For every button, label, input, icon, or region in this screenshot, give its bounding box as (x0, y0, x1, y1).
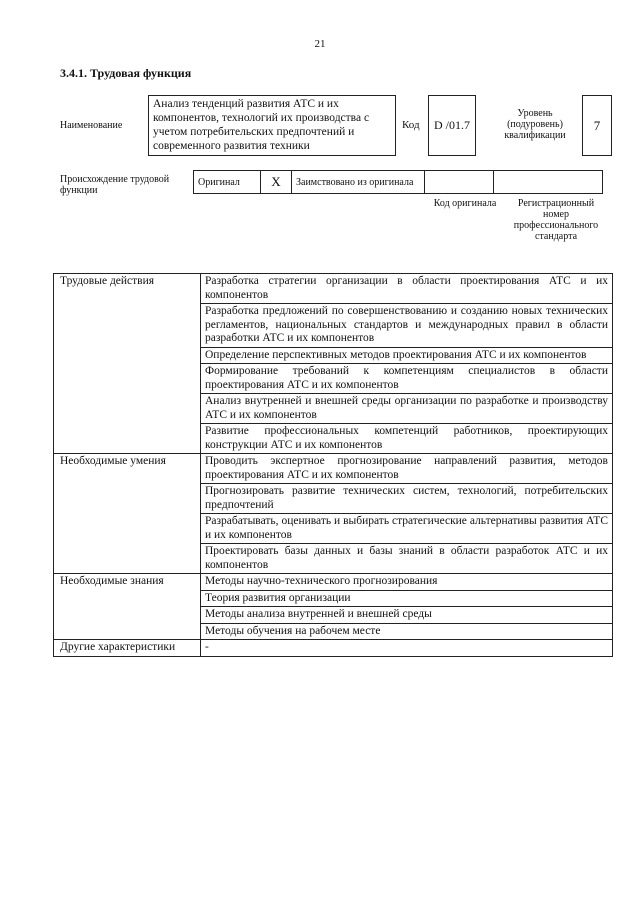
category-cell: Необходимые умения (54, 454, 201, 574)
name-label: Наименование (60, 120, 123, 131)
original-label: Оригинал (194, 171, 261, 194)
table-row (54, 454, 613, 484)
item-cell: Определение перспективных методов проектирования АТС и их компонентов (201, 347, 613, 364)
borrowed-label: Заимствовано из оригинала (292, 171, 425, 194)
category-cell: Трудовые действия (54, 274, 201, 454)
section-title: 3.4.1. Трудовая функция (60, 66, 192, 80)
reg-caption: Регистрационный номер профессионального стандарта (513, 198, 599, 242)
item-cell: Теория развития организации (201, 590, 613, 607)
function-name-box: Анализ тенденций развития АТС и их компонентов, технологий их производства с учетом потребительских предпочтений и современного развития техники (148, 95, 396, 156)
table-row (54, 274, 613, 304)
item-cell: Разрабатывать, оценивать и выбирать стратегические альтернативы развития АТС и их компонентов (201, 514, 613, 544)
reg-number-cell (494, 171, 603, 194)
origin-table (193, 170, 603, 194)
category-cell: Другие характеристики (54, 640, 201, 657)
item-cell: Развитие профессиональных компетенций работников, проектирующих конструкции АТС и их компонентов (201, 424, 613, 454)
item-cell: Методы обучения на рабочем месте (201, 623, 613, 640)
level-box: 7 (582, 95, 612, 156)
code-caption: Код оригинала (433, 198, 497, 209)
item-cell: Анализ внутренней и внешней среды организации по разработке и производству АТС и их компонентов (201, 394, 613, 424)
item-cell: Прогнозировать развитие технических систем, технологий, потребительских предпочтений (201, 484, 613, 514)
item-cell: Методы анализа внутренней и внешней среды (201, 607, 613, 624)
code-label: Код (402, 119, 420, 131)
item-cell: Методы научно-технического прогнозирования (201, 574, 613, 591)
item-cell: Проводить экспертное прогнозирование направлений развития, методов проектирования АТС и их компонентов (201, 454, 613, 484)
item-cell: Разработка предложений по совершенствованию и созданию новых технических регламентов, национальных стандартов и международных правил в области разработки АТС и их компонентов (201, 304, 613, 348)
function-details-table (53, 273, 613, 657)
origin-label: Происхождение трудовой функции (60, 174, 170, 196)
original-mark: X (261, 171, 292, 194)
item-cell: Формирование требований к компетенциям специалистов в области проектирования АТС и их компонентов (201, 364, 613, 394)
level-label: Уровень (подуровень) квалификации (504, 108, 566, 141)
original-code-cell (425, 171, 494, 194)
item-cell: Проектировать базы данных и базы знаний в области разработок АТС и их компонентов (201, 544, 613, 574)
function-code-box: D /01.7 (428, 95, 476, 156)
item-cell: Разработка стратегии организации в области проектирования АТС и их компонентов (201, 274, 613, 304)
item-cell: - (201, 640, 613, 657)
table-row (54, 574, 613, 591)
category-cell: Необходимые знания (54, 574, 201, 640)
table-row (54, 640, 613, 657)
page-number: 21 (314, 38, 326, 50)
